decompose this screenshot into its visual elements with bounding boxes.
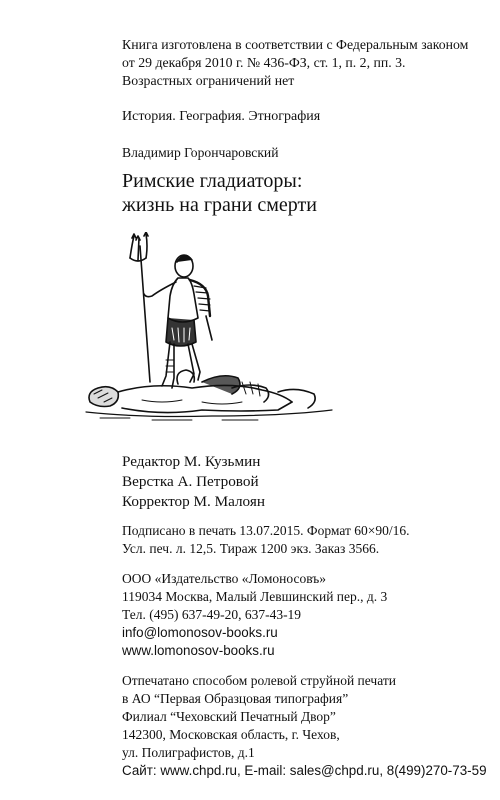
proofreader-credit: Корректор М. Малоян xyxy=(122,493,265,510)
printer-contacts: Сайт: www.chpd.ru, E-mail: sales@chpd.ru, 8(499)270-73-59 xyxy=(122,763,487,778)
printer-line-1: Отпечатано способом ролевой струйной печати xyxy=(122,673,396,688)
editor-credit: Редактор М. Кузьмин xyxy=(122,453,261,470)
printer-line-2: в АО “Первая Образцовая типография” xyxy=(122,691,349,706)
subject-classification: История. География. Этнография xyxy=(122,109,321,124)
book-title-line-2: жизнь на грани смерти xyxy=(122,194,317,216)
printer-line-5: ул. Полиграфистов, д.1 xyxy=(122,745,255,760)
gladiator-illustration xyxy=(82,232,337,430)
publisher-address: 119034 Москва, Малый Левшинский пер., д. 3 xyxy=(122,589,388,604)
publisher-phone: Тел. (495) 637-49-20, 637-43-19 xyxy=(122,607,302,622)
legal-notice-line-2: от 29 декабря 2010 г. № 436-ФЗ, ст. 1, п. 2, пп. 3. xyxy=(122,55,406,70)
publisher-email: info@lomonosov-books.ru xyxy=(122,625,278,640)
printer-line-3: Филиал “Чеховский Печатный Двор” xyxy=(122,709,336,724)
publisher-name: ООО «Издательство «Ломоносовъ» xyxy=(122,571,326,586)
author-name: Владимир Горончаровский xyxy=(122,145,279,160)
book-title-line-1: Римские гладиаторы: xyxy=(122,170,303,192)
legal-notice-line-1: Книга изготовлена в соответствии с Федеральным законом xyxy=(122,37,469,52)
print-info-line-2: Усл. печ. л. 12,5. Тираж 1200 экз. Заказ 3566. xyxy=(122,541,380,556)
layout-credit: Верстка А. Петровой xyxy=(122,473,259,490)
fallen-gladiator-figure xyxy=(86,370,332,420)
print-info-line-1: Подписано в печать 13.07.2015. Формат 60×90/16. xyxy=(122,523,410,538)
standing-gladiator-figure xyxy=(144,255,212,388)
publisher-website: www.lomonosov-books.ru xyxy=(122,643,275,658)
trident-icon xyxy=(130,232,150,382)
legal-notice-line-3: Возрастных ограничений нет xyxy=(122,73,295,88)
printer-line-4: 142300, Московская область, г. Чехов, xyxy=(122,727,340,742)
